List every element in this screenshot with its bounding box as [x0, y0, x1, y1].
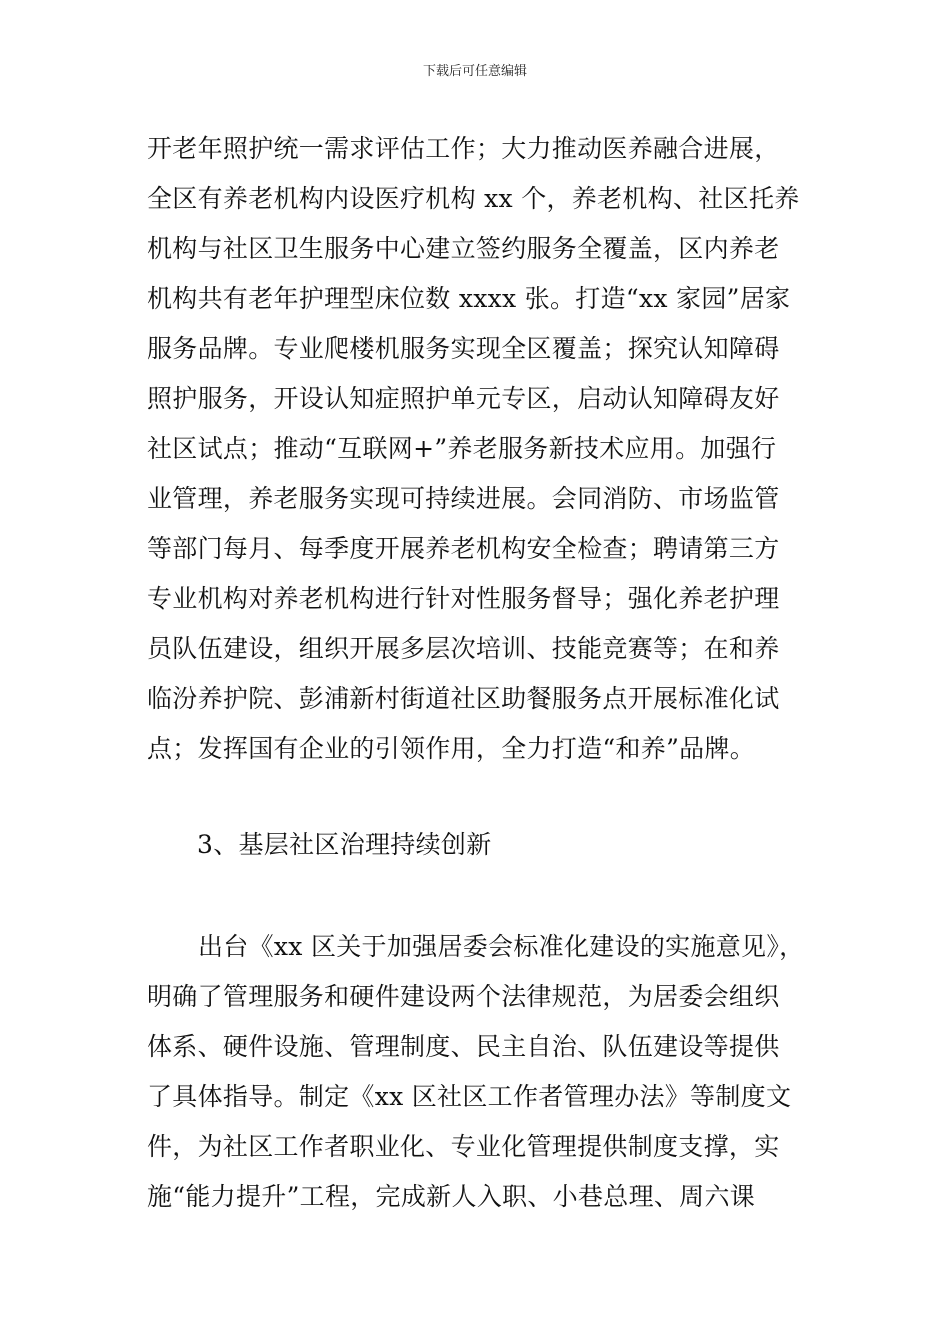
paragraph-line: 等部门每月、每季度开展养老机构安全检查；聘请第三方 [147, 534, 780, 563]
paragraph-line: 社区试点；推动“互联网+”养老服务新技术应用。加强行 [147, 434, 777, 463]
paragraph-line: 临汾养护院、彭浦新村街道社区助餐服务点开展标准化试 [147, 684, 780, 713]
paragraph-line: 了具体指导。制定《xx 区社区工作者管理办法》等制度文 [147, 1082, 792, 1111]
page-header: 下载后可任意编辑 [422, 64, 527, 79]
paragraph-line: 机构共有老年护理型床位数 xxxx 张。打造“xx 家园”居家 [147, 284, 791, 313]
section-heading: 3、基层社区治理持续创新 [197, 830, 492, 859]
paragraph-line: 点；发挥国有企业的引领作用，全力打造“和养”品牌。 [147, 734, 756, 763]
paragraph-line: 出台《xx 区关于加强居委会标准化建设的实施意见》， [198, 932, 805, 961]
paragraph-line: 照护服务，开设认知症照护单元专区，启动认知障碍友好 [147, 384, 780, 413]
paragraph-line: 全区有养老机构内设医疗机构 xx 个，养老机构、社区托养 [147, 184, 800, 213]
paragraph-line: 专业机构对养老机构进行针对性服务督导；强化养老护理 [147, 584, 780, 613]
paragraph-line: 业管理，养老服务实现可持续进展。会同消防、市场监管 [147, 484, 780, 513]
paragraph-line: 件，为社区工作者职业化、专业化管理提供制度支撑，实 [147, 1132, 780, 1161]
paragraph-line: 员队伍建设，组织开展多层次培训、技能竞赛等；在和养 [147, 634, 780, 663]
paragraph-line: 开老年照护统一需求评估工作；大力推动医养融合进展， [147, 134, 780, 163]
paragraph-line: 机构与社区卫生服务中心建立签约服务全覆盖，区内养老 [147, 234, 780, 263]
paragraph-line: 服务品牌。专业爬楼机服务实现全区覆盖；探究认知障碍 [147, 334, 780, 363]
paragraph-line: 施“能力提升”工程，完成新人入职、小巷总理、周六课 [147, 1182, 756, 1211]
paragraph-line: 明确了管理服务和硬件建设两个法律规范，为居委会组织 [147, 982, 780, 1011]
paragraph-line: 体系、硬件设施、管理制度、民主自治、队伍建设等提供 [147, 1032, 780, 1061]
